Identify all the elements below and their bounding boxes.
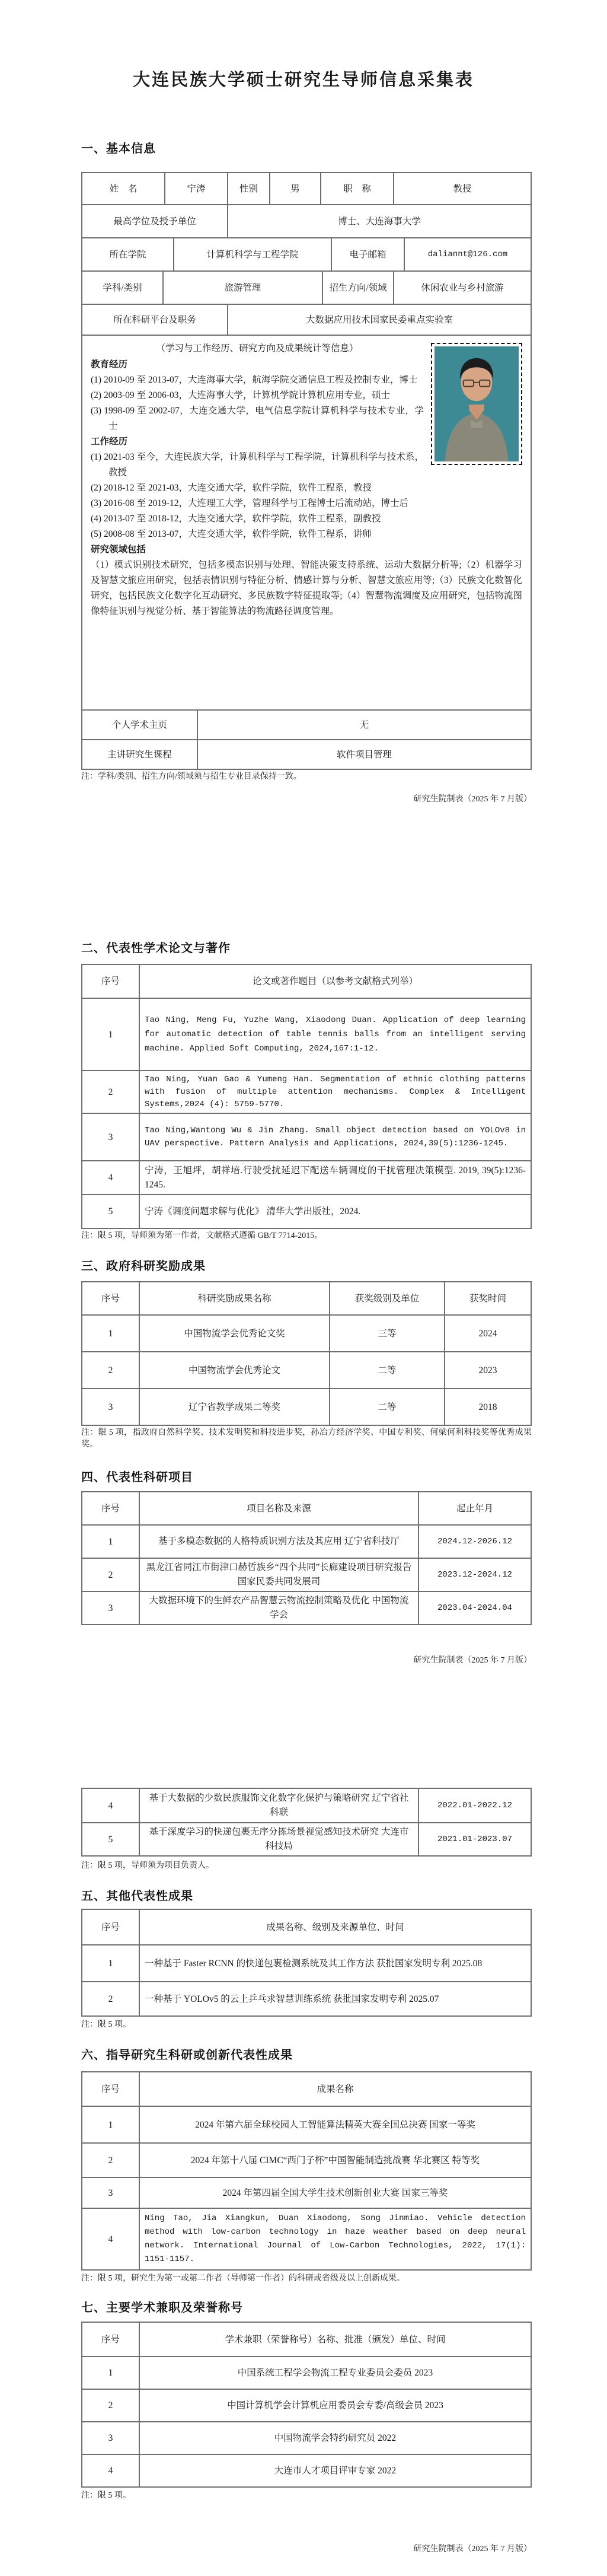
table-row [82,2356,531,2389]
row-no: 5 [108,1834,113,1845]
section-heading-projects: 四、代表性科研项目 [81,1471,193,1484]
student-achievement: 2024 年第十八届 CIMC“西门子杯”中国智能制造挑战赛 华北赛区 特等奖 [139,2144,531,2177]
other-achievement: 一种基于 YOLOv5 的云上乒乓求智慧训练系统 获批国家发明专利 2025.07 [139,1982,531,2015]
education-item: (3) 1998-09 至 2002-07，大连交通大学，电气信息学院计算机科学与技术专业，学士 [91,406,424,431]
table-row [82,1070,531,1113]
table-row [82,1351,531,1388]
project-name: 基于深度学习的快递包裹无序分拣场景视觉感知技术研究 大连市科技局 [139,1823,418,1855]
award-year: 2018 [444,1389,531,1425]
row-no: 3 [108,1402,113,1412]
projects-table [81,1491,532,1625]
project-period: 2023.12-2024.12 [418,1559,531,1591]
awards-table [81,1281,532,1426]
col-award-level: 获奖级别及单位 [329,1282,444,1314]
homepage-value: 无 [197,711,531,739]
academic-title: 中国计算机学会计算机应用委员会专委/高级会员 2023 [139,2390,531,2421]
table-row [82,1160,531,1194]
col-award-name: 科研奖励成果名称 [139,1282,329,1314]
row-no: 1 [108,1029,113,1040]
table-row [82,1388,531,1425]
student-table [81,2071,532,2271]
table-row [82,1944,531,1981]
row-no: 4 [108,2466,113,2476]
row-no: 2 [108,1087,113,1097]
degree-value: 博士、大连海事大学 [227,205,531,237]
col-project-period: 起止年月 [418,1492,531,1524]
row-no: 3 [108,2433,113,2443]
titles-table [81,2322,532,2488]
student-achievement: 2024 年第六届全球校园人工智能算法精英大赛全国总决赛 国家一等奖 [139,2107,531,2142]
title-value: 教授 [393,173,531,204]
table-header-row [82,1910,531,1944]
table-row [82,739,531,769]
col-award-year: 获奖时间 [444,1282,531,1314]
col-project-name: 项目名称及来源 [139,1492,418,1524]
other-achievement: 一种基于 Faster RCNN 的快递包裹检测系统及其工作方法 获批国家发明专利 2025.08 [139,1945,531,1981]
table-row [82,2142,531,2177]
col-no: 序号 [101,976,120,986]
award-year: 2023 [444,1352,531,1388]
project-name: 黑龙江省同江市街津口赫哲族乡“四个共同”长廊建设项目研究报告 国家民委共同发展司 [139,1559,418,1591]
page-footer: 研究生院制表（2025 年 7 月版） [413,2545,532,2553]
table-row [82,2106,531,2142]
homepage-label: 个人学术主页 [111,719,167,730]
student-achievement: Ning Tao, Jia Xiangkun, Duan Xiaodong, Song Jinmiao. Vehicle detection method with low-carbon technology in haze weather based on deep neural network. International Journal of Low-Carbon Technologies, 2022, 17(1): 1151-1157. [139,2209,531,2269]
row-no: 5 [108,1206,113,1217]
academic-title: 大连市人才项目评审专家 2022 [139,2455,531,2486]
col-other-name: 成果名称、级别及来源单位、时间 [139,1910,531,1944]
row-no: 1 [108,2119,113,2130]
paper-citation: 宁涛《调度问题求解与优化》 清华大学出版社，2024. [139,1195,531,1228]
table-header-row [82,2323,531,2356]
table-row [82,204,531,237]
table-header-row [82,965,531,998]
award-name: 辽宁省教学成果二等奖 [139,1389,329,1425]
note-student: 注：限 5 项，研究生为第一或第二作者（导师第一作者）的科研或省级及以上创新成果。 [81,2274,405,2283]
table-row [82,270,531,304]
note-titles: 注：限 5 项。 [81,2491,131,2500]
table-row [82,1558,531,1591]
row-no: 1 [108,2368,113,2378]
col-titles-name: 学术兼职（荣誉称号）名称、批准（颁发）单位、时间 [139,2323,531,2356]
table-row [82,1524,531,1558]
note-basic: 注：学科/类别、招生方向/领域须与招生专业目录保持一致。 [81,772,302,781]
col-no: 序号 [101,2084,120,2094]
discipline-value: 旅游管理 [162,272,322,304]
direction-value: 休闲农业与乡村旅游 [393,272,531,304]
section-heading-awards: 三、政府科研奖励成果 [81,1260,206,1273]
papers-table [81,964,532,1229]
platform-value: 大数据应用技术国家民委重点实验室 [227,305,531,335]
col-no: 序号 [101,1503,120,1514]
name-value: 宁涛 [164,173,227,204]
email-value: daliannt@126.com [404,238,531,270]
award-year: 2024 [444,1316,531,1351]
section-heading-student: 六、指导研究生科研或创新代表性成果 [81,2049,293,2062]
profile-cell [82,336,531,709]
research-text: （1）模式识别技术研究，包括多模态识别与处理、智能决策支持系统、运动大数据分析等;（2）机器学习及智慧文旅应用研究，包括表情识别与特征分析、情感计算与分析、智慧文旅应用等;（3）民族文化数智化研究，包括民族文化数字化互动研究、多民族数字特征提取等;（4）智慧物流调度及应用研究，包括物流图像特征识别与视觉分析、基于智能算法的物流路径调度管理。 [91,560,522,616]
table-row [82,2208,531,2269]
education-item: (2) 2003-09 至 2006-03，大连海事大学，计算机学院计算机应用专业，硕士 [91,390,391,400]
gender-value: 男 [269,173,320,204]
table-row [82,2421,531,2454]
page-footer: 研究生院制表（2025 年 7 月版） [413,795,532,804]
work-item: (3) 2016-08 至 2019-12，大连理工大学，管理科学与工程博士后流动站，博士后 [91,498,409,508]
portrait-photo [431,343,522,465]
table-header-row [82,1492,531,1524]
section-heading-titles: 七、主要学术兼职及荣誉称号 [81,2301,243,2314]
project-name: 大数据环境下的生鲜农产品智慧云物流控制策略及优化 中国物流学会 [139,1592,418,1624]
table-row [82,1981,531,2015]
course-value: 软件项目管理 [197,740,531,769]
row-no: 1 [108,1328,113,1339]
project-period: 2021.01-2023.07 [418,1823,531,1855]
direction-label: 招生方向/领域 [322,272,393,304]
college-value: 计算机科学与工程学院 [173,238,331,270]
table-row [82,237,531,270]
degree-label: 最高学位及授予单位 [113,216,196,227]
course-label: 主讲研究生课程 [107,749,172,760]
table-row [82,709,531,739]
education-heading: 教育经历 [91,359,128,370]
title-label: 职 称 [320,173,393,204]
discipline-label: 学科/类别 [103,282,142,293]
row-no: 1 [108,1958,113,1969]
table-header-row [82,1282,531,1314]
academic-title: 中国系统工程学会物流工程专业委员会委员 2023 [139,2357,531,2389]
project-period: 2022.01-2022.12 [418,1789,531,1822]
paper-citation: Tao Ning, Meng Fu, Yuzhe Wang, Xiaodong Duan. Application of deep learning for automatic detection of table tennis balls from an intelligent serving machine. Applied Soft Computing, 2024,167:1-12. [139,999,531,1070]
table-row [82,1822,531,1855]
section-heading-basic: 一、基本信息 [81,142,156,155]
col-no: 序号 [101,1293,120,1304]
col-no: 序号 [101,1922,120,1932]
row-no: 2 [108,2155,113,2166]
table-row [82,1591,531,1624]
portrait-photo-graphic [435,346,519,461]
college-label: 所在学院 [109,249,146,260]
col-no: 序号 [101,2334,120,2345]
project-name: 基于大数据的少数民族服饰文化数字化保护与策略研究 辽宁省社科联 [139,1789,418,1822]
table-row [82,335,531,709]
paper-citation: Tao Ning,Wantong Wu & Jin Zhang. Small object detection based on YOLOv8 in UAV perspective. Pattern Analysis and Applications, 2024,39(5):1236-1245. [139,1114,531,1160]
paper-citation: Tao Ning, Yuan Gao & Yumeng Han. Segmentation of ethnic clothing patterns with fusion of multiple attention mechanisms. Complex & Intelligent Systems,2024 (4): 5759-5770. [139,1071,531,1113]
row-no: 2 [108,2400,113,2411]
table-row [82,1314,531,1351]
table-header-row [82,2072,531,2106]
table-row [82,173,531,204]
project-name: 基于多模态数据的人格特质识别方法及其应用 辽宁省科技厅 [139,1526,418,1558]
row-no: 2 [108,1569,113,1580]
work-item: (1) 2021-03 至今，大连民族大学，计算机科学与工程学院，计算机科学与技术系，教授 [91,452,424,477]
row-no: 3 [108,2187,113,2198]
name-label: 姓 名 [109,183,138,194]
section-heading-others: 五、其他代表性成果 [81,1890,193,1903]
award-name: 中国物流学会优秀论文奖 [139,1316,329,1351]
education-item: (1) 2010-09 至 2013-07，大连海事大学，航海学院交通信息工程及控制专业，博士 [91,375,418,385]
table-row [82,304,531,335]
note-papers: 注：限 5 项，导师须为第一作者，文献格式遵循 GB/T 7714-2015。 [81,1231,323,1240]
projects-table-continued [81,1788,532,1857]
page-footer: 研究生院制表（2025 年 7 月版） [413,1656,532,1665]
row-no: 2 [108,1365,113,1375]
table-row [82,1113,531,1160]
note-others: 注：限 5 项。 [81,2020,131,2029]
gender-label: 性别 [227,173,269,204]
work-item: (4) 2013-07 至 2018-12，大连交通大学，软件学院，软件工程系，副教授 [91,514,381,524]
basic-info-table [81,172,532,770]
others-table [81,1909,532,2017]
work-heading: 工作经历 [91,437,128,447]
page-title: 大连民族大学硕士研究生导师信息采集表 [132,71,474,90]
note-awards: 注：限 5 项，指政府自然科学奖、技术发明奖和科技进步奖，孙冶方经济学奖、中国专利奖、何梁何利科技奖等优秀成果奖。 [81,1428,532,1449]
row-no: 4 [108,2234,113,2244]
row-no: 3 [108,1132,113,1142]
paper-citation: 宁涛，王旭坪，胡祥培.行驶受扰延迟下配送车辆调度的干扰管理决策模型. 2019, 39(5):1236-1245. [139,1161,531,1194]
award-level: 二等 [329,1389,444,1425]
project-period: 2024.12-2026.12 [418,1526,531,1558]
table-row [82,2389,531,2421]
student-achievement: 2024 年第四届全国大学生技术创新创业大赛 国家三等奖 [139,2178,531,2208]
col-title: 论文或著作题目（以参考文献格式列举） [139,965,531,998]
table-row [82,2454,531,2486]
award-name: 中国物流学会优秀论文 [139,1352,329,1388]
table-row [82,998,531,1070]
row-no: 4 [108,1173,113,1183]
row-no: 1 [108,1536,113,1547]
col-student-name: 成果名称 [139,2072,531,2106]
email-label: 电子邮箱 [331,238,404,270]
note-projects: 注：限 5 项，导师须为项目负责人。 [81,1861,214,1870]
platform-label: 所在科研平台及职务 [113,314,196,325]
row-no: 3 [108,1603,113,1613]
project-period: 2023.04-2024.04 [418,1592,531,1624]
work-item: (2) 2018-12 至 2021-03，大连交通大学，软件学院，软件工程系，教授 [91,483,372,493]
row-no: 4 [108,1800,113,1811]
award-level: 三等 [329,1316,444,1351]
profile-hint: （学习与工作经历、研究方向及成果统计等信息） [156,343,359,354]
table-row [82,1194,531,1228]
section-heading-papers: 二、代表性学术论文与著作 [81,942,231,955]
table-row [82,2177,531,2208]
row-no: 2 [108,1994,113,2004]
award-level: 二等 [329,1352,444,1388]
research-heading: 研究领域包括 [91,545,146,555]
academic-title: 中国物流学会特约研究员 2022 [139,2422,531,2454]
work-item: (5) 2008-08 至 2013-07，大连交通大学，软件学院，软件工程系，讲师 [91,529,372,539]
table-row [82,1789,531,1822]
